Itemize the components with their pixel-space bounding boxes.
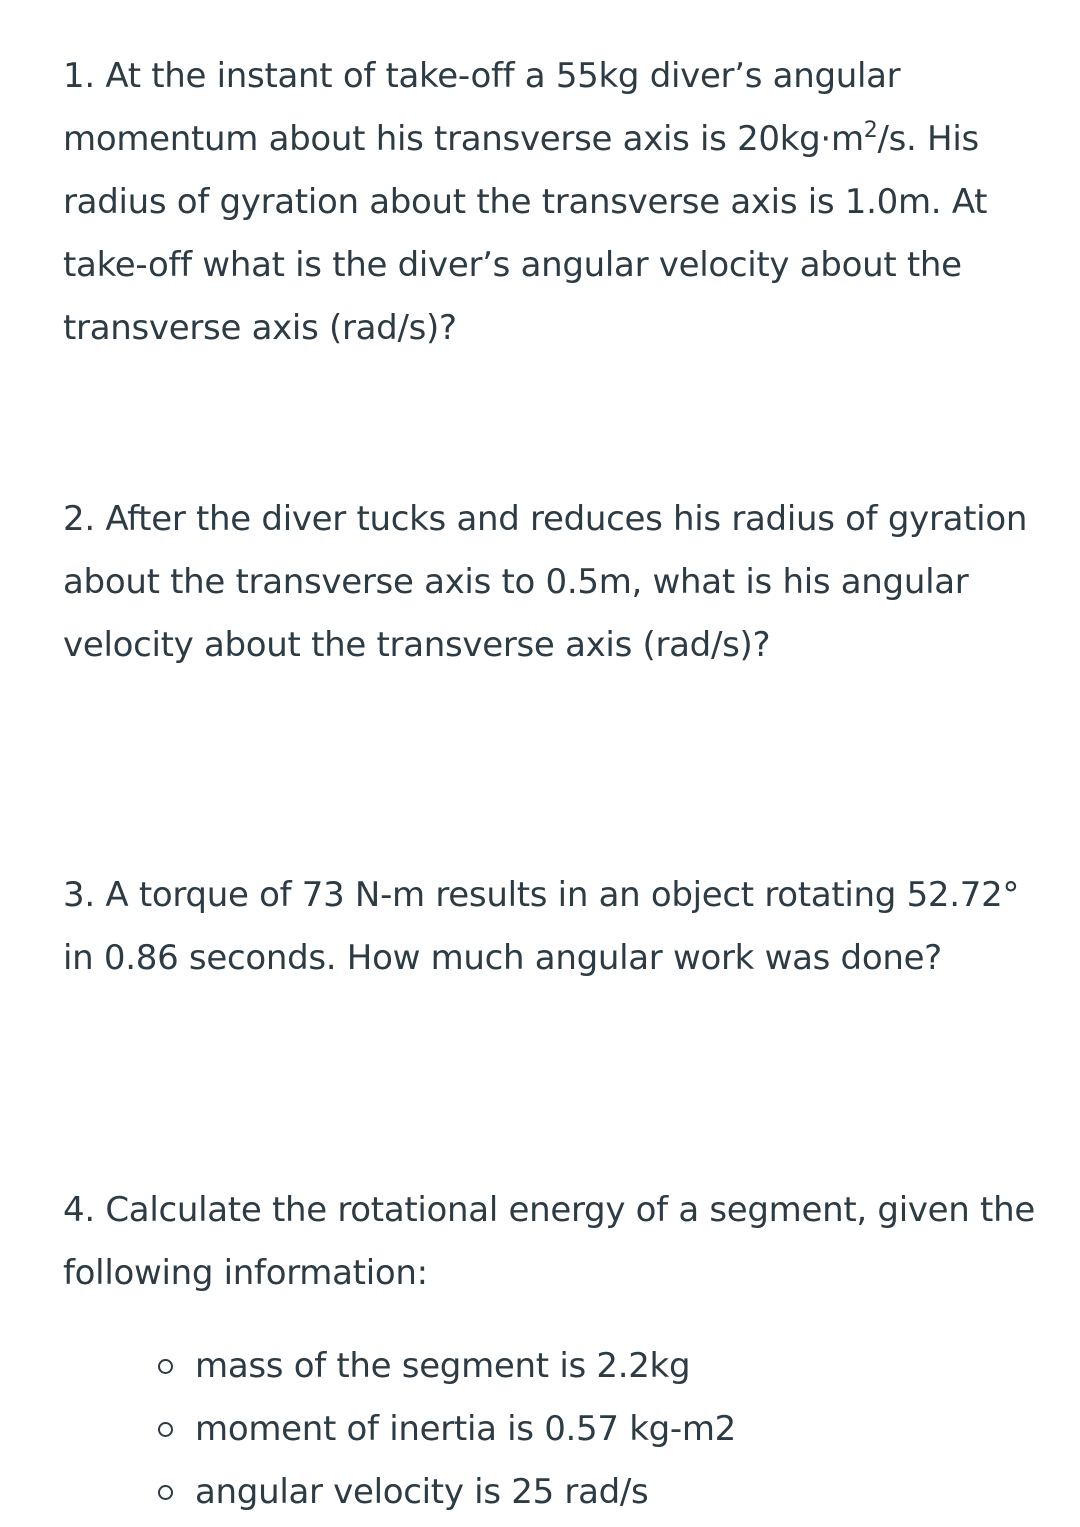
hollow-circle-bullet-icon xyxy=(158,1485,173,1500)
question-4: 4. Calculate the rotational energy of a segment, given the following information: xyxy=(63,1190,1035,1293)
list-item xyxy=(158,1398,736,1461)
hollow-circle-bullet-icon xyxy=(158,1422,173,1437)
list-item-text: angular velocity is 25 rad/s xyxy=(195,1472,649,1512)
question-1-text-after: /s. His radius of gyration about the transverse axis is 1.0m. At take-off what is the diver’s angular velocity about the transverse axis (rad/s)? xyxy=(63,119,988,348)
question-1 xyxy=(63,45,1053,360)
question-3: 3. A torque of 73 N-m results in an object rotating 52.72° in 0.86 seconds. How much angular work was done? xyxy=(63,875,1020,978)
question-1-text-before: 1. At the instant of take-off a 55kg diver’s angular momentum about his transverse axis is 20kg·m xyxy=(63,56,901,159)
question-4-info-list xyxy=(158,1335,736,1524)
question-1-superscript: 2 xyxy=(863,118,878,143)
list-item xyxy=(158,1335,736,1398)
list-item-text: moment of inertia is 0.57 kg-m2 xyxy=(195,1409,737,1449)
list-item xyxy=(158,1461,736,1524)
question-2: 2. After the diver tucks and reduces his radius of gyration about the transverse axis to 0.5m, what is his angular velocity about the transverse axis (rad/s)? xyxy=(63,499,1028,665)
hollow-circle-bullet-icon xyxy=(158,1359,173,1374)
list-item-text: mass of the segment is 2.2kg xyxy=(195,1346,691,1386)
